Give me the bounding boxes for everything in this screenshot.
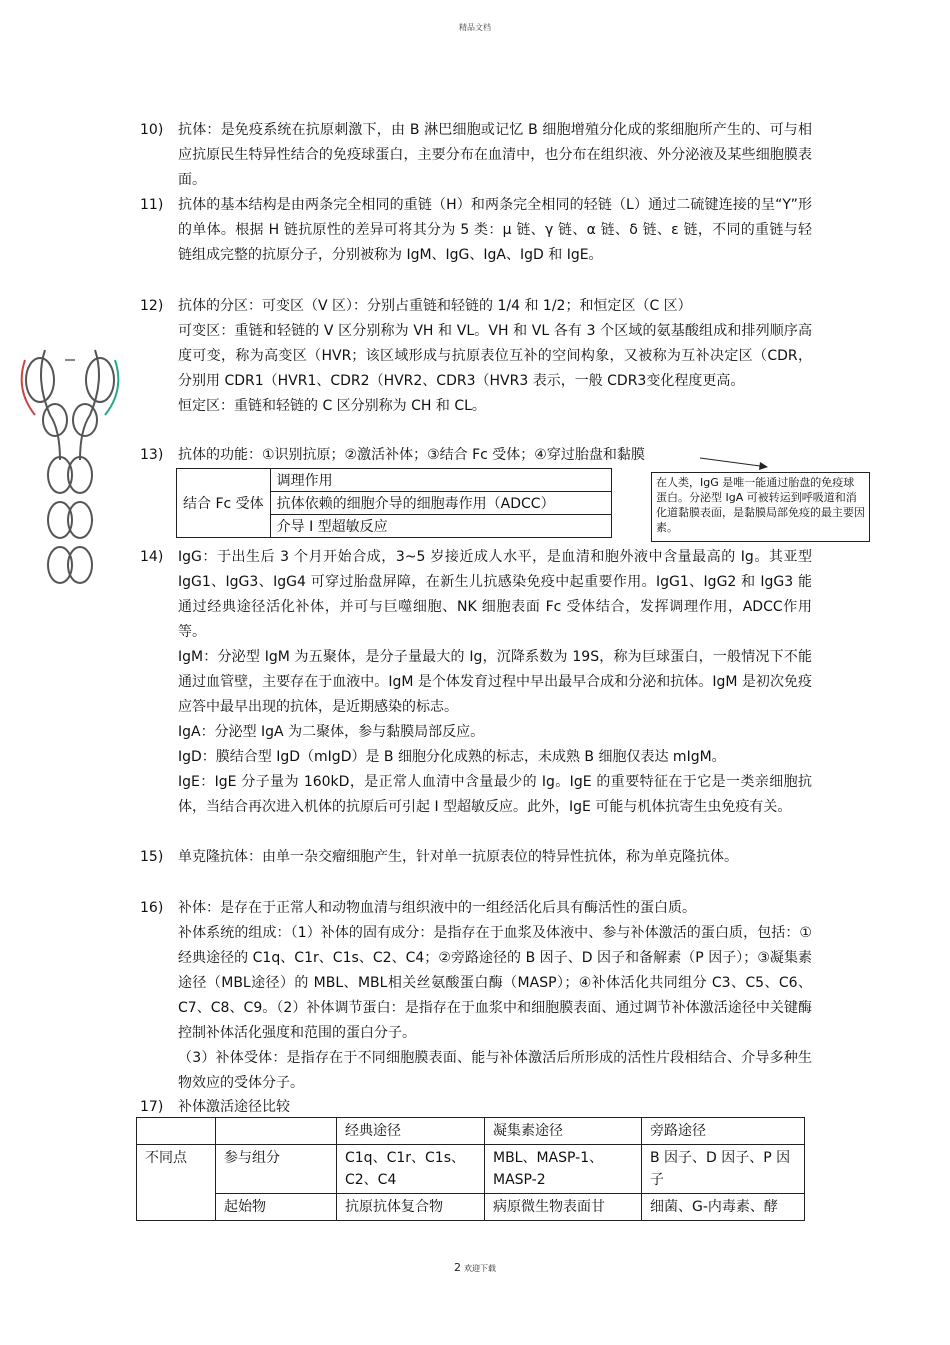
table-cell: MBL、MASP-1、MASP-2 [485, 1145, 642, 1194]
item-number: 12) [140, 298, 164, 314]
table-row-label: 参与组分 [216, 1145, 337, 1194]
item-paragraph: 抗体的基本结构是由两条完全相同的重链（H）和两条完全相同的轻链（L）通过二硫键连接的呈“Y”形的单体。根据 H 链抗原性的差异可将其分为 5 类：μ 链、γ 链、α 链、δ 链、ε 链，不同的重链与轻链组成完整的抗原分子，分别被称为 IgM、IgG、IgA、IgD 和 IgE。 [178, 197, 812, 263]
table-cell: 抗原抗体复合物 [337, 1194, 485, 1221]
item-paragraph: 恒定区：重链和轻链的 C 区分别称为 CH 和 CL。 [178, 398, 486, 414]
antibody-diagram [5, 320, 130, 610]
table-cell: C1q、C1r、C1s、C2、C4 [337, 1145, 485, 1194]
item-paragraph: IgM：分泌型 IgM 为五聚体，是分子量最大的 Ig，沉降系数为 19S，称为巨球蛋白，一般情况下不能通过血管壁，主要存在于血液中。IgM 是个体发育过程中早出最早合成和分泌和抗体。IgM 是初次免疫应答中最早出现的抗体，是近期感染的标志。 [178, 649, 812, 715]
table-header-cell: 凝集素途径 [485, 1118, 642, 1145]
item-paragraph: 抗体的分区：可变区（V 区）：分别占重链和轻链的 1/4 和 1/2；和恒定区（C 区） [178, 298, 692, 314]
fc-table-label: 结合 Fc 受体 [177, 469, 271, 538]
numbered-item [140, 193, 812, 268]
footer-text: 欢迎下载 [464, 1264, 496, 1273]
page-number: 2 [454, 1261, 461, 1274]
fc-table-row: 介导 I 型超敏反应 [270, 515, 611, 538]
table-cell: 细菌、G-内毒素、酵 [642, 1194, 805, 1221]
item-number: 14) [140, 549, 164, 565]
item-paragraph: IgA：分泌型 IgA 为二聚体，参与黏膜局部反应。 [178, 724, 485, 740]
table-header-cell: 经典途径 [337, 1118, 485, 1145]
fc-table-row: 调理作用 [270, 469, 611, 492]
complement-comparison-table [136, 1117, 805, 1221]
fc-receptor-table [176, 468, 612, 538]
table-row-label: 起始物 [216, 1194, 337, 1221]
table-header-cell: 旁路途径 [642, 1118, 805, 1145]
item-paragraph: IgG：于出生后 3 个月开始合成，3~5 岁接近成人水平，是血清和胞外液中含量最高的 Ig。其亚型 IgG1、IgG3、IgG4 可穿过胎盘屏障，在新生儿抗感染免疫中起重要作用。IgG1、IgG2 和 IgG3 能通过经典途径活化补体，并可与巨噬细胞、NK 细胞表面 Fc 受体结合，发挥调理作用，ADCC作用等。 [178, 549, 812, 640]
arrow-icon [700, 452, 770, 472]
item-paragraph: 单克隆抗体：由单一杂交瘤细胞产生，针对单一抗原表位的特异性抗体，称为单克隆抗体。 [178, 849, 738, 865]
table-cell: B 因子、D 因子、P 因子 [642, 1145, 805, 1194]
table-cell: 病原微生物表面甘 [485, 1194, 642, 1221]
igg-note-box: 在人类，IgG 是唯一能通过胎盘的免疫球蛋白。分泌型 IgA 可被转运到呼吸道和消化道黏膜表面，是黏膜局部免疫的最主要因素。 [651, 472, 870, 542]
numbered-item [140, 545, 812, 820]
numbered-item [140, 118, 812, 193]
item-number: 10) [140, 122, 164, 138]
item-paragraph: 补体激活途径比较 [178, 1099, 290, 1115]
item-number: 16) [140, 900, 164, 916]
page-header: 精品文档 [459, 23, 491, 32]
item-paragraph: 抗体的功能：①识别抗原；②激活补体；③结合 Fc 受体；④穿过胎盘和黏膜 [178, 447, 645, 463]
item-paragraph: IgE：IgE 分子量为 160kD，是正常人血清中含量最少的 Ig。IgE 的重要特征在于它是一类亲细胞抗体，当结合再次进入机体的抗原后可引起 I 型超敏反应。此外，IgE 可能与机体抗寄生虫免疫有关。 [178, 774, 812, 815]
table-group-cell: 不同点 [137, 1145, 216, 1221]
table-header-cell [216, 1118, 337, 1145]
item-number: 17) [140, 1099, 164, 1115]
numbered-item [140, 294, 812, 419]
fc-table-row: 抗体依赖的细胞介导的细胞毒作用（ADCC） [270, 492, 611, 515]
item-paragraph: 可变区：重链和轻链的 V 区分别称为 VH 和 VL。VH 和 VL 各有 3 个区域的氨基酸组成和排列顺序高度可变，称为高变区（HVR；该区域形成与抗原表位互补的空间构象，又被称为互补决定区（CDR，分别用 CDR1（HVR1、CDR2（HVR2、CDR3（HVR3 表示，一般 CDR3变化程度更高。 [178, 323, 812, 389]
page-footer [0, 1261, 950, 1274]
item-paragraph: IgD：膜结合型 IgD（mIgD）是 B 细胞分化成熟的标志，未成熟 B 细胞仅表达 mIgM。 [178, 749, 726, 765]
item-paragraph: 抗体：是免疫系统在抗原刺激下，由 B 淋巴细胞或记忆 B 细胞增殖分化成的浆细胞所产生的、可与相应抗原民生特异性结合的免疫球蛋白，主要分布在血清中，也分布在组织液、外分泌液及某些细胞膜表面。 [178, 122, 812, 188]
item-number: 13) [140, 447, 164, 463]
item-paragraph: （3）补体受体：是指存在于不同细胞膜表面、能与补体激活后所形成的活性片段相结合、介导多种生物效应的受体分子。 [178, 1050, 812, 1091]
item-paragraph: 补体系统的组成：（1）补体的固有成分：是指存在于血浆及体液中、参与补体激活的蛋白质，包括：①经典途径的 C1q、C1r、C1s、C2、C4；②旁路途径的 B 因子、D 因子和备解素（P 因子）；③凝集素途径（MBL途径）的 MBL、MBL相关丝氨酸蛋白酶（MASP）；④补体活化共同组分 C3、C5、C6、C7、C8、C9。（2）补体调节蛋白：是指存在于血浆中和细胞膜表面、通过调节补体激活途径中关键酶控制补体活化强度和范围的蛋白分子。 [178, 925, 812, 1041]
item-paragraph: 补体：是存在于正常人和动物血清与组织液中的一组经活化后具有酶活性的蛋白质。 [178, 900, 696, 916]
numbered-item [140, 845, 812, 870]
item-number: 11) [140, 197, 164, 213]
numbered-item [140, 896, 812, 1096]
item-number: 15) [140, 849, 164, 865]
table-header-cell [137, 1118, 216, 1145]
